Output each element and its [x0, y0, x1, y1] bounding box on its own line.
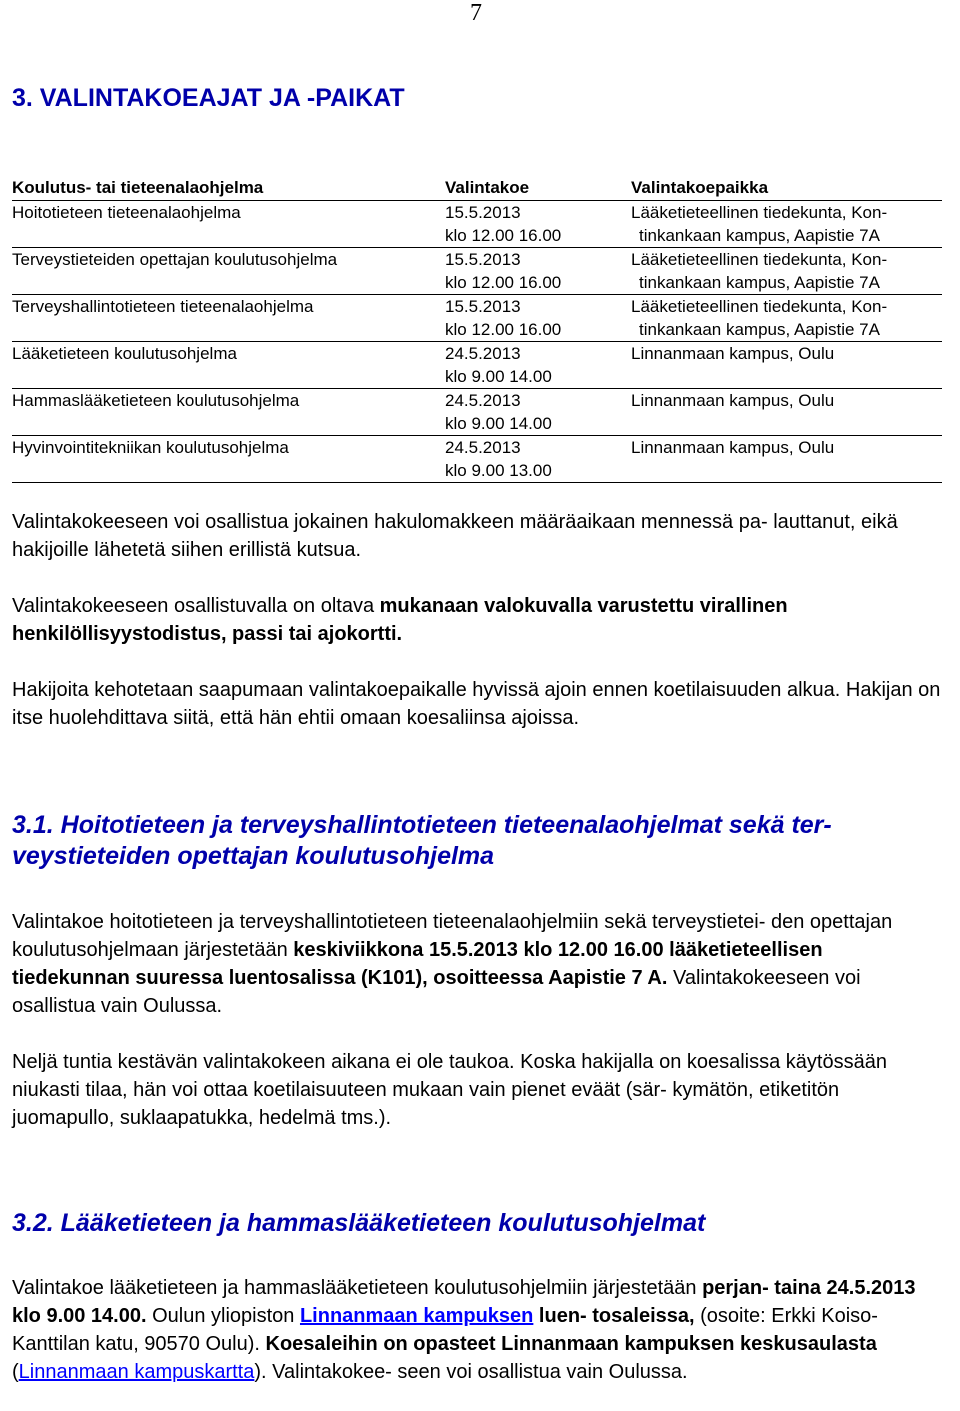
paragraph-id-requirement: Valintakokeeseen osallistuvalla on oltava mukanaan valokuvalla varustettu virallinen henkilöllisyystodistus, passi tai ajokortti. — [12, 595, 788, 645]
table-row — [12, 295, 942, 342]
program-cell: Lääketieteen koulutusohjelma — [12, 342, 445, 389]
program-cell: Terveyshallintotieteen tieteenalaohjelma — [12, 295, 445, 342]
column-header: Valintakoepaikka — [631, 178, 769, 197]
paragraph-arrival: Hakijoita kehotetaan saapumaan valintakoepaikalle hyvissä ajoin ennen koetilaisuuden alkua. Hakijan on itse huolehdittava siitä, että hän ehtii omaan koesaliinsa ajoissa. — [12, 679, 941, 729]
program-cell: Terveystieteiden opettajan koulutusohjelma — [12, 248, 445, 295]
program-cell: Hammaslääketieteen koulutusohjelma — [12, 389, 445, 436]
column-header: Valintakoe — [445, 178, 530, 197]
table-row — [12, 342, 942, 389]
place-cell: Linnanmaan kampus, Oulu — [631, 389, 942, 436]
date-cell: 15.5.2013 klo 12.00 16.00 — [445, 201, 631, 248]
date-cell: 24.5.2013 klo 9.00 14.00 — [445, 342, 631, 389]
paragraph-3-1-exam: Valintakoe hoitotieteen ja terveyshallintotieteen tieteenalaohjelmiin sekä terveystietei- den opettajan koulutusohjelmaan järjestetään keskiviikkona 15.5.2013 klo 12.00 16.00 lääketieteellisen tiedekunnan suuressa luentosalissa (K101), osoitteessa Aapistie 7 A. Valintakokeeseen voi osallistua vain Oulussa. — [12, 911, 893, 1017]
page-number: 7 — [470, 0, 482, 26]
place-cell: Lääketieteellinen tiedekunta, Kon- tinkankaan kampus, Aapistie 7A — [631, 248, 942, 295]
table-row — [12, 201, 942, 248]
place-cell: Linnanmaan kampus, Oulu — [631, 436, 942, 483]
date-cell: 15.5.2013 klo 12.00 16.00 — [445, 295, 631, 342]
date-cell: 24.5.2013 klo 9.00 14.00 — [445, 389, 631, 436]
column-header: Koulutus- tai tieteenalaohjelma — [12, 178, 264, 197]
subsection-title-3-1: 3.1. Hoitotieteen ja terveyshallintotieteen tieteenalaohjelmat sekä ter- veystieteiden opettajan koulutusohjelma — [12, 811, 832, 870]
table-row — [12, 248, 942, 295]
place-cell: Linnanmaan kampus, Oulu — [631, 342, 942, 389]
section-title: 3. VALINTAKOEAJAT JA -PAIKAT — [12, 84, 405, 112]
table-header-row — [12, 176, 942, 201]
paragraph-participation: Valintakokeeseen voi osallistua jokainen hakulomakkeen määräaikaan mennessä pa- lauttanut, eikä hakijoille lähetetä siihen erillistä kutsua. — [12, 511, 898, 561]
date-cell: 15.5.2013 klo 12.00 16.00 — [445, 248, 631, 295]
table-row — [12, 436, 942, 483]
place-cell: Lääketieteellinen tiedekunta, Kon- tinkankaan kampus, Aapistie 7A — [631, 295, 942, 342]
program-cell: Hoitotieteen tieteenalaohjelma — [12, 201, 445, 248]
campus-map-link[interactable]: Linnanmaan kampuskartta — [18, 1361, 255, 1383]
table-row — [12, 389, 942, 436]
subsection-title-3-2: 3.2. Lääketieteen ja hammaslääketieteen koulutusohjelmat — [12, 1209, 706, 1237]
linnanmaan-kampus-link[interactable]: Linnanmaan kampuksen — [299, 1305, 534, 1327]
date-cell: 24.5.2013 klo 9.00 13.00 — [445, 436, 631, 483]
place-cell: Lääketieteellinen tiedekunta, Kon- tinkankaan kampus, Aapistie 7A — [631, 201, 942, 248]
paragraph-3-2-exam: Valintakoe lääketieteen ja hammaslääketieteen koulutusohjelmiin järjestetään perjan- taina 24.5.2013 klo 9.00 14.00. Oulun yliopiston Linnanmaan kampuksen luen- tosaleissa, (osoite: Erkki Koiso-Kanttilan katu, 90570 Oulu). Koesaleihin on opasteet Linnanmaan kampuksen keskusaulasta (Linnanmaan kampuskartta). Valintakokee- seen voi osallistua vain Oulussa. — [12, 1277, 916, 1383]
program-cell: Hyvinvointitekniikan koulutusohjelma — [12, 436, 445, 483]
exam-schedule-table — [12, 176, 942, 483]
paragraph-3-1-break: Neljä tuntia kestävän valintakokeen aikana ei ole taukoa. Koska hakijalla on koesalissa käytössään niukasti tilaa, hän voi ottaa koetilaisuuteen mukaan vain pienet eväät (sär- kymätön, etiketitön juomapullo, suklaapatukka, hedelmä tms.). — [12, 1051, 887, 1129]
